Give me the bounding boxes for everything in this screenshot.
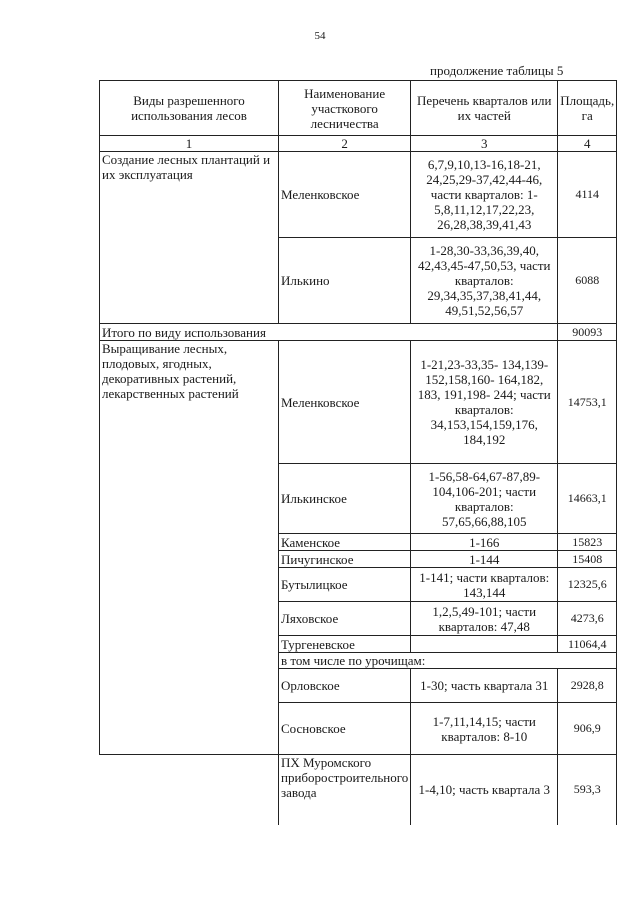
table-row bbox=[100, 341, 617, 464]
col-num-3: 3 bbox=[411, 136, 558, 152]
tract-subheading: в том числе по урочищам: bbox=[279, 653, 617, 669]
quarters-list bbox=[411, 636, 558, 653]
page-number: 54 bbox=[314, 30, 326, 42]
area-value: 15408 bbox=[558, 551, 617, 568]
tract-name: Сосновское bbox=[279, 703, 411, 755]
area-value: 14753,1 bbox=[558, 341, 617, 464]
col-num-1: 1 bbox=[100, 136, 279, 152]
forestry-name: Бутылицкое bbox=[279, 568, 411, 602]
forestry-name: Меленковское bbox=[279, 152, 411, 238]
header-use-type: Виды разрешенного использования лесов bbox=[100, 81, 279, 136]
use-type-cell: Выращивание лесных, плодовых, ягодных, декоративных растений, лекарственных растений bbox=[100, 341, 279, 755]
column-number-row bbox=[100, 136, 617, 152]
forestry-name: Илькино bbox=[279, 238, 411, 324]
area-value: 4114 bbox=[558, 152, 617, 238]
area-value: 11064,4 bbox=[558, 636, 617, 653]
tract-row bbox=[100, 755, 617, 825]
use-type-cell: Создание лесных плантаций и их эксплуатация bbox=[100, 152, 279, 324]
forestry-name: Пичугинское bbox=[279, 551, 411, 568]
area-value: 2928,8 bbox=[558, 669, 617, 703]
quarters-list: 1-141; части кварталов: 143,144 bbox=[411, 568, 558, 602]
forestry-name: Ляховское bbox=[279, 602, 411, 636]
forestry-name: Меленковское bbox=[279, 341, 411, 464]
area-value: 14663,1 bbox=[558, 464, 617, 534]
area-value: 593,3 bbox=[558, 755, 617, 825]
quarters-list: 1-21,23-33,35- 134,139-152,158,160- 164,182, 183, 191,198- 244; части кварталов: 34,153,154,159,176, 184,192 bbox=[411, 341, 558, 464]
header-forestry: Наименование участкового лесничества bbox=[279, 81, 411, 136]
quarters-list: 1-7,11,14,15; части кварталов: 8-10 bbox=[411, 703, 558, 755]
area-value: 4273,6 bbox=[558, 602, 617, 636]
tract-name: ПХ Муромского приборостроительного завода bbox=[279, 755, 411, 825]
quarters-list: 6,7,9,10,13-16,18-21, 24,25,29-37,42,44-46, части кварталов: 1-5,8,11,12,17,22,23, 26,28,38,39,41,43 bbox=[411, 152, 558, 238]
forest-use-table bbox=[99, 80, 617, 825]
area-value: 15823 bbox=[558, 534, 617, 551]
table-caption: продолжение таблицы 5 bbox=[430, 63, 564, 78]
quarters-list: 1-28,30-33,36,39,40, 42,43,45-47,50,53, части кварталов: 29,34,35,37,38,41,44, 49,51,52,56,57 bbox=[411, 238, 558, 324]
total-label: Итого по виду использования bbox=[100, 324, 558, 341]
forestry-name: Тургеневское bbox=[279, 636, 411, 653]
tract-name: Орловское bbox=[279, 669, 411, 703]
forestry-name: Илькинское bbox=[279, 464, 411, 534]
col-num-2: 2 bbox=[279, 136, 411, 152]
col-num-4: 4 bbox=[558, 136, 617, 152]
quarters-list: 1-166 bbox=[411, 534, 558, 551]
header-quarters: Перечень кварталов или их частей bbox=[411, 81, 558, 136]
total-row bbox=[100, 324, 617, 341]
area-value: 6088 bbox=[558, 238, 617, 324]
quarters-list: 1-4,10; часть квартала 3 bbox=[411, 755, 558, 825]
quarters-list: 1-144 bbox=[411, 551, 558, 568]
quarters-list: 1,2,5,49-101; части кварталов: 47,48 bbox=[411, 602, 558, 636]
forestry-name: Каменское bbox=[279, 534, 411, 551]
header-area: Площадь, га bbox=[558, 81, 617, 136]
area-value: 906,9 bbox=[558, 703, 617, 755]
quarters-list: 1-56,58-64,67-87,89- 104,106-201; части кварталов: 57,65,66,88,105 bbox=[411, 464, 558, 534]
total-value: 90093 bbox=[558, 324, 617, 341]
quarters-list: 1-30; часть квартала 31 bbox=[411, 669, 558, 703]
area-value: 12325,6 bbox=[558, 568, 617, 602]
table-row bbox=[100, 152, 617, 238]
table-header-row bbox=[100, 81, 617, 136]
